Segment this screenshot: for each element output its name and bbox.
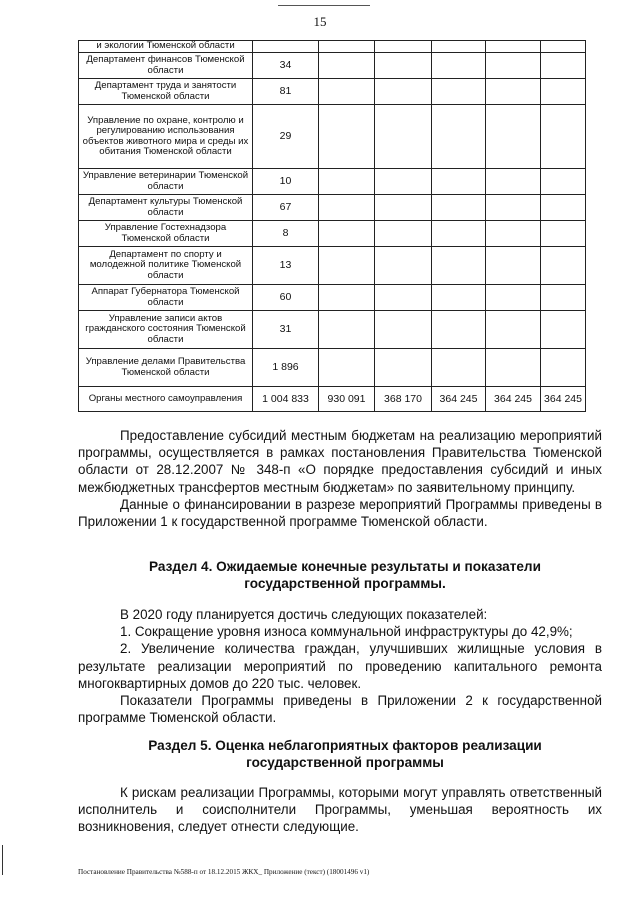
cell-value — [375, 311, 432, 349]
cell-value — [375, 349, 432, 387]
cell-value — [432, 105, 486, 169]
cell-value: 81 — [253, 79, 319, 105]
table-row — [79, 311, 586, 349]
cell-value — [319, 221, 375, 247]
cell-value — [375, 53, 432, 79]
table-row — [79, 105, 586, 169]
body-text-1 — [78, 427, 602, 530]
cell-value — [253, 41, 319, 53]
cell-value — [486, 349, 541, 387]
cell-value — [541, 41, 586, 53]
paragraph-indicator-2: 2. Увеличение количества граждан, улучшивших жилищные условия в результате реализации мероприятий по проведению капитального ремонта многоквартирных домов до 220 тыс. человек. — [78, 641, 602, 691]
cell-value — [375, 105, 432, 169]
cell-value — [432, 169, 486, 195]
cell-value — [432, 79, 486, 105]
row-label: Органы местного самоуправления — [79, 387, 253, 412]
top-rule — [278, 5, 370, 6]
cell-value: 368 170 — [375, 387, 432, 412]
financing-table — [78, 40, 586, 412]
paragraph-subsidies: Предоставление субсидий местным бюджетам на реализацию мероприятий программы, осуществляется в рамках постановления Правительства Тюменской области от 28.12.2007 № 348-п «О порядке предоставления субсидий и иных межбюджетных трансфертов местным бюджетам» по заявительному принципу. — [78, 428, 602, 495]
cell-value — [486, 41, 541, 53]
cell-value — [541, 221, 586, 247]
cell-value — [541, 169, 586, 195]
cell-value: 364 245 — [432, 387, 486, 412]
cell-value — [432, 221, 486, 247]
row-label: Управление записи актов гражданского состояния Тюменской области — [79, 311, 253, 349]
row-label: Управление делами Правительства Тюменской области — [79, 349, 253, 387]
cell-value: 8 — [253, 221, 319, 247]
cell-value: 13 — [253, 247, 319, 285]
cell-value — [541, 195, 586, 221]
table-row — [79, 221, 586, 247]
paragraph-indicator-1: 1. Сокращение уровня износа коммунальной инфраструктуры до 42,9%; — [120, 624, 573, 640]
cell-value — [432, 247, 486, 285]
cell-value — [319, 169, 375, 195]
cell-value: 364 245 — [541, 387, 586, 412]
cell-value: 60 — [253, 285, 319, 311]
table-row — [79, 285, 586, 311]
cell-value — [375, 169, 432, 195]
section-5-heading: Раздел 5. Оценка неблагоприятных факторов реализации государственной программы — [148, 738, 542, 770]
footer-doc-ref: Постановление Правительства №588-п от 18.12.2015 ЖКХ_ Приложение (текст) (18001496 v1) — [78, 868, 370, 876]
cell-value — [486, 53, 541, 79]
row-label: Департамент финансов Тюменской области — [79, 53, 253, 79]
cell-value — [375, 285, 432, 311]
cell-value — [486, 285, 541, 311]
cell-value — [319, 105, 375, 169]
cell-value — [375, 247, 432, 285]
table-row — [79, 53, 586, 79]
table-row — [79, 247, 586, 285]
cell-value — [432, 349, 486, 387]
cell-value: 364 245 — [486, 387, 541, 412]
cell-value — [432, 53, 486, 79]
page-number: 15 — [313, 14, 327, 29]
table-row — [79, 195, 586, 221]
cell-value — [319, 195, 375, 221]
paragraph-risks: К рискам реализации Программы, которыми могут управлять ответственный исполнитель и соисполнители Программы, уменьшая вероятность их возникновения, следует отнести следующие. — [78, 785, 602, 835]
row-label: Департамент труда и занятости Тюменской области — [79, 79, 253, 105]
cell-value: 67 — [253, 195, 319, 221]
cell-value — [432, 195, 486, 221]
cell-value — [541, 79, 586, 105]
cell-value: 29 — [253, 105, 319, 169]
body-text-3 — [78, 784, 602, 836]
paragraph-indicators-intro: В 2020 году планируется достичь следующих показателей: — [120, 607, 488, 622]
cell-value — [432, 285, 486, 311]
section-4-heading-wrap — [110, 558, 580, 592]
cell-value — [319, 311, 375, 349]
cell-value — [432, 311, 486, 349]
cell-value: 930 091 — [319, 387, 375, 412]
table-row — [79, 41, 586, 53]
paragraph-appendix-2: Показатели Программы приведены в Приложении 2 к государственной программе Тюменской области. — [78, 693, 602, 726]
margin-mark — [2, 845, 3, 875]
cell-value — [375, 195, 432, 221]
row-label: Управление по охране, контролю и регулированию использования объектов животного мира и среды их обитания Тюменской области — [79, 105, 253, 169]
cell-value — [541, 53, 586, 79]
cell-value — [541, 105, 586, 169]
cell-value — [319, 247, 375, 285]
cell-value — [486, 311, 541, 349]
cell-value — [541, 285, 586, 311]
row-label: Департамент по спорту и молодежной политике Тюменской области — [79, 247, 253, 285]
row-label: Управление ветеринарии Тюменской области — [79, 169, 253, 195]
cell-value: 10 — [253, 169, 319, 195]
row-label: и экологии Тюменской области — [79, 41, 253, 53]
cell-value — [486, 221, 541, 247]
cell-value: 1 896 — [253, 349, 319, 387]
section-5-heading-wrap — [110, 737, 580, 771]
cell-value — [541, 311, 586, 349]
body-text-2 — [78, 606, 602, 726]
cell-value — [486, 105, 541, 169]
cell-value: 34 — [253, 53, 319, 79]
cell-value — [486, 247, 541, 285]
cell-value — [486, 195, 541, 221]
cell-value — [375, 79, 432, 105]
row-label: Аппарат Губернатора Тюменской области — [79, 285, 253, 311]
cell-value — [375, 41, 432, 53]
cell-value — [319, 349, 375, 387]
cell-value — [541, 247, 586, 285]
table-row — [79, 169, 586, 195]
row-label: Департамент культуры Тюменской области — [79, 195, 253, 221]
section-4-heading: Раздел 4. Ожидаемые конечные результаты и показатели государственной программы. — [149, 559, 541, 591]
row-label: Управление Гостехнадзора Тюменской области — [79, 221, 253, 247]
table-row — [79, 79, 586, 105]
paragraph-financing-data: Данные о финансировании в разрезе мероприятий Программы приведены в Приложении 1 к государственной программе Тюменской области. — [78, 496, 602, 530]
cell-value — [319, 285, 375, 311]
table-row — [79, 387, 586, 412]
cell-value — [541, 349, 586, 387]
cell-value — [375, 221, 432, 247]
cell-value — [319, 79, 375, 105]
table-row — [79, 349, 586, 387]
cell-value: 1 004 833 — [253, 387, 319, 412]
cell-value: 31 — [253, 311, 319, 349]
cell-value — [432, 41, 486, 53]
cell-value — [486, 169, 541, 195]
cell-value — [486, 79, 541, 105]
cell-value — [319, 53, 375, 79]
cell-value — [319, 41, 375, 53]
